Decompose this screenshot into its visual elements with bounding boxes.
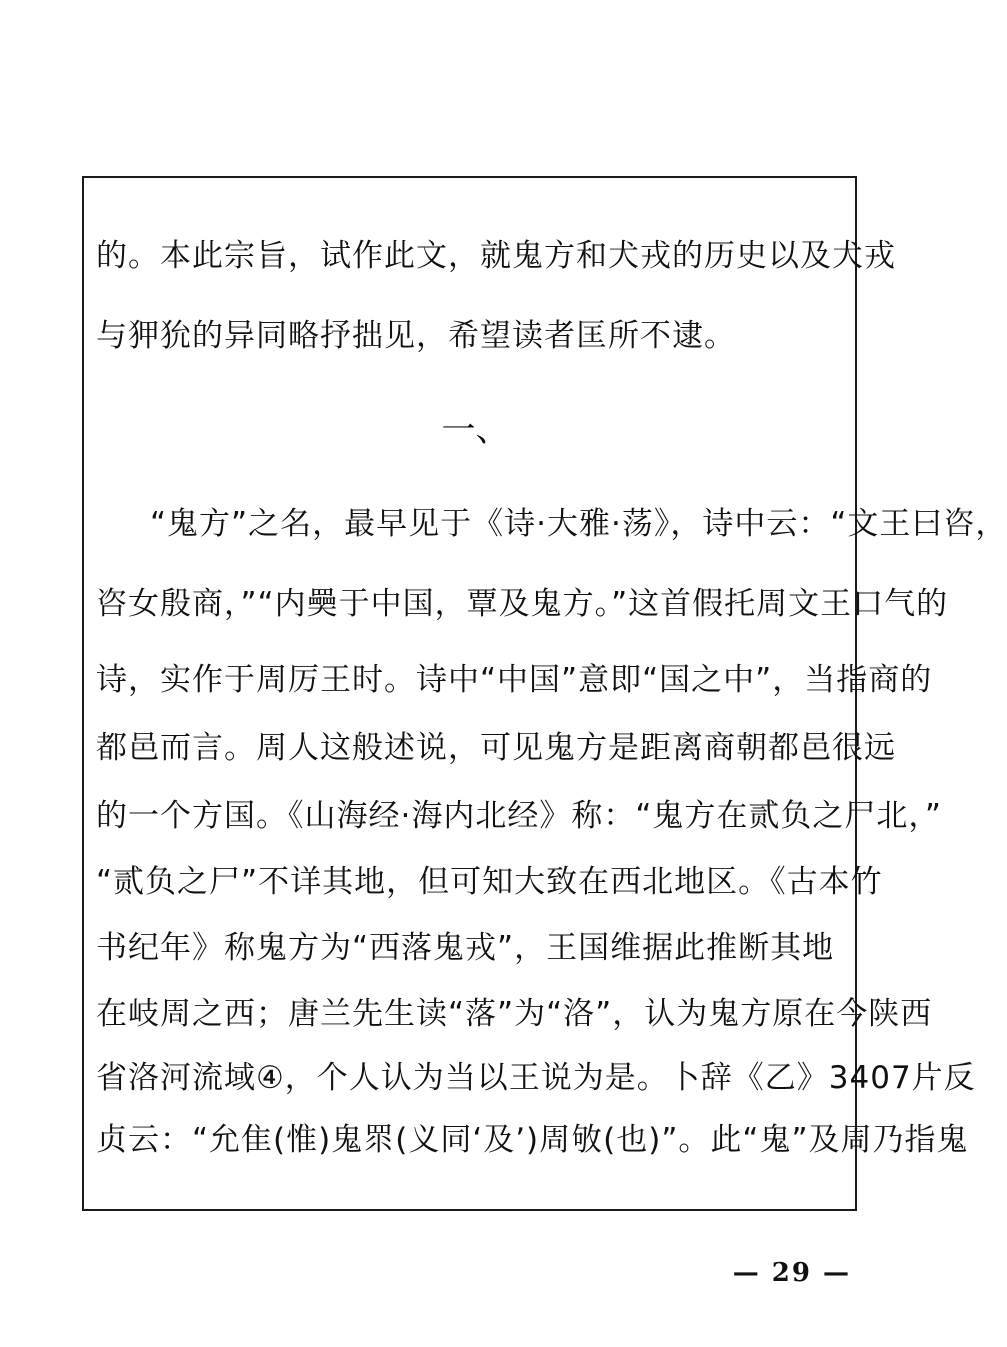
text-line-11: 省洛河流域④，个人认为当以王说为是。卜辞《乙》3407片反 xyxy=(96,1060,976,1096)
text-line-2: 与狎狁的异同略抒拙见，希望读者匡所不逮。 xyxy=(96,318,736,354)
text-line-6: 都邑而言。周人这般述说，可见鬼方是距离商朝都邑很远 xyxy=(96,730,896,766)
text-line-7: 的一个方国。《山海经·海内北经》称：“鬼方在贰负之尸北，” xyxy=(96,798,942,834)
text-line-1: 的。本此宗旨，试作此文，就鬼方和犬戎的历史以及犬戎 xyxy=(96,238,896,274)
text-line-8: “贰负之尸”不详其地，但可知大致在西北地区。《古本竹 xyxy=(96,864,883,900)
text-line-4: 咨女殷商，”“内奰于中国，覃及鬼方。”这首假托周文王口气的 xyxy=(96,586,949,622)
text-line-9: 书纪年》称鬼方为“西落鬼戎”，王国维据此推断其地 xyxy=(96,930,835,966)
page-number: — 29 — xyxy=(732,1258,851,1288)
section-heading: 一、 xyxy=(441,410,510,450)
text-line-12: 贞云：“允隹(惟)鬼眔(义同‘及’)周敂(也)”。此“鬼”及周乃指鬼 xyxy=(96,1122,969,1158)
text-line-3: “鬼方”之名，最早见于《诗·大雅·荡》，诗中云：“文王曰咨， xyxy=(150,506,1007,542)
text-line-5: 诗，实作于周厉王时。诗中“中国”意即“国之中”，当指商的 xyxy=(96,662,933,698)
text-line-10: 在岐周之西；唐兰先生读“落”为“洛”，认为鬼方原在今陕西 xyxy=(96,996,933,1032)
